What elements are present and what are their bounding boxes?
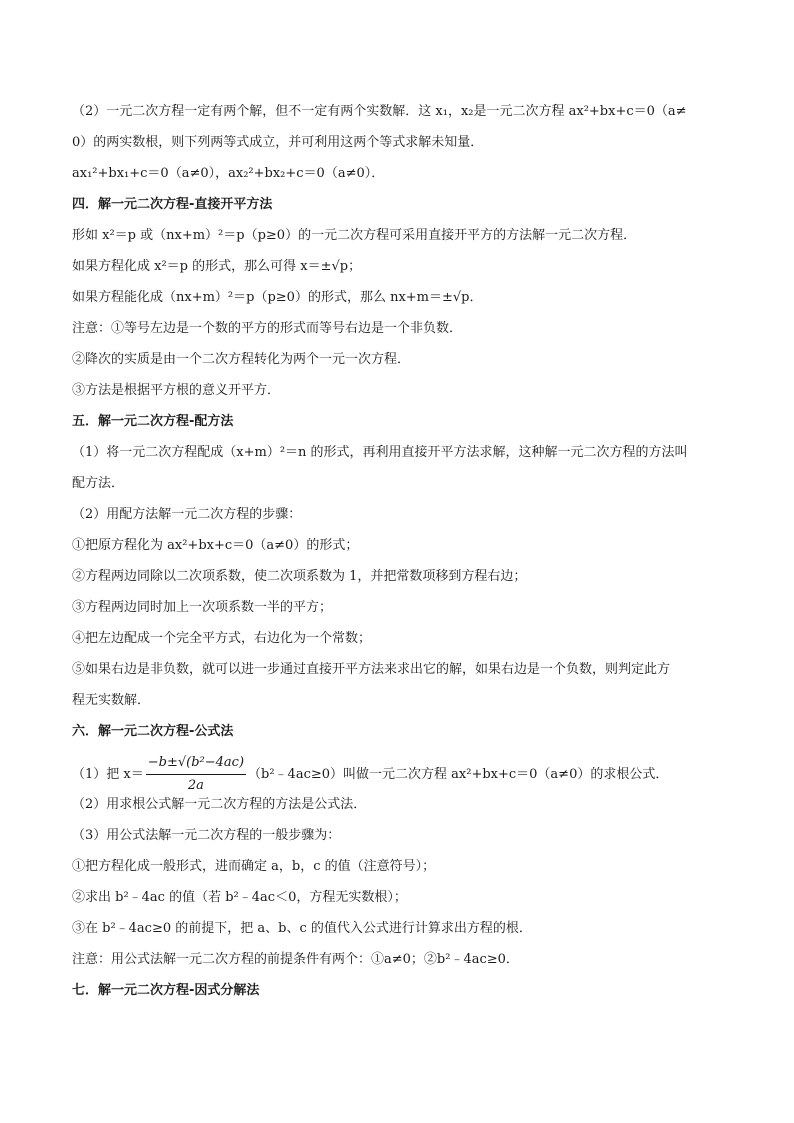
text-line: ⑤如果右边是非负数，就可以进一步通过直接开平方法来求出它的解，如果右边是一个负数，则判定此方: [72, 662, 671, 677]
section-heading: 六．解一元二次方程-公式法: [72, 724, 234, 739]
text-line: ③方程两边同时加上一次项系数一半的平方；: [72, 600, 333, 615]
text-line: （2）用求根公式解一元二次方程的方法是公式法．: [72, 797, 367, 812]
text-line: ①把方程化成一般形式，进而确定 a，b，c 的值（注意符号）；: [72, 859, 436, 874]
text-line: 注意：①等号左边是一个数的平方的形式而等号右边是一个非负数．: [72, 321, 463, 336]
text-line: （3）用公式法解一元二次方程的一般步骤为：: [72, 828, 341, 843]
formula-prefix: （1）把 x＝: [72, 767, 144, 782]
quadratic-formula-fraction: [146, 752, 246, 797]
section-heading: 五．解一元二次方程-配方法: [72, 414, 234, 429]
section-heading: 七．解一元二次方程-因式分解法: [72, 983, 260, 998]
text-line: 形如 x²＝p 或（nx+m）²＝p（p≥0）的一元二次方程可采用直接开平方的方法解一元二次方程．: [72, 228, 637, 243]
text-line: ②求出 b²﹣4ac 的值（若 b²﹣4ac＜0，方程无实数根）；: [72, 890, 407, 905]
text-line: （2）一元二次方程一定有两个解，但不一定有两个实数解．这 x₁，x₂是一元二次方程 ax²+bx+c＝0（a≠: [72, 104, 687, 119]
text-line: （1）将一元二次方程配成（x+m）²＝n 的形式，再利用直接开平方法求解，这种解一元二次方程的方法叫: [72, 445, 688, 460]
formula-numerator: −b±√(b²−4ac): [146, 752, 246, 775]
formula-line: [72, 752, 732, 797]
text-line: ④把左边配成一个完全平方式，右边化为一个常数；: [72, 631, 372, 646]
text-line: 程无实数解．: [72, 693, 151, 708]
text-line: 如果方程能化成（nx+m）²＝p（p≥0）的形式，那么 nx+m＝±√p．: [72, 290, 483, 305]
formula-suffix: （b²﹣4ac≥0）叫做一元二次方程 ax²+bx+c＝0（a≠0）的求根公式．: [248, 767, 669, 782]
section-heading: 四．解一元二次方程-直接开平方法: [72, 197, 273, 212]
text-line: ③方法是根据平方根的意义开平方．: [72, 383, 281, 398]
text-line: ③在 b²﹣4ac≥0 的前提下，把 a、b、c 的值代入公式进行计算求出方程的根．: [72, 921, 532, 936]
text-line: 注意：用公式法解一元二次方程的前提条件有两个：①a≠0；②b²﹣4ac≥0．: [72, 952, 519, 967]
text-line: ①把原方程化为 ax²+bx+c＝0（a≠0）的形式；: [72, 538, 359, 553]
text-line: ②降次的实质是由一个二次方程转化为两个一元一次方程．: [72, 352, 411, 367]
text-line: 配方法．: [72, 476, 125, 491]
formula-denominator: 2a: [187, 778, 204, 793]
text-line: ax₁²+bx₁+c＝0（a≠0），ax₂²+bx₂+c＝0（a≠0）．: [72, 166, 385, 181]
text-line: ②方程两边同除以二次项系数，使二次项系数为 1，并把常数项移到方程右边；: [72, 569, 527, 584]
text-line: 如果方程化成 x²＝p 的形式，那么可得 x＝±√p；: [72, 259, 362, 274]
text-line: （2）用配方法解一元二次方程的步骤：: [72, 507, 302, 522]
text-line: 0）的两实数根，则下列两等式成立，并可利用这两个等式求解未知量．: [72, 135, 484, 150]
